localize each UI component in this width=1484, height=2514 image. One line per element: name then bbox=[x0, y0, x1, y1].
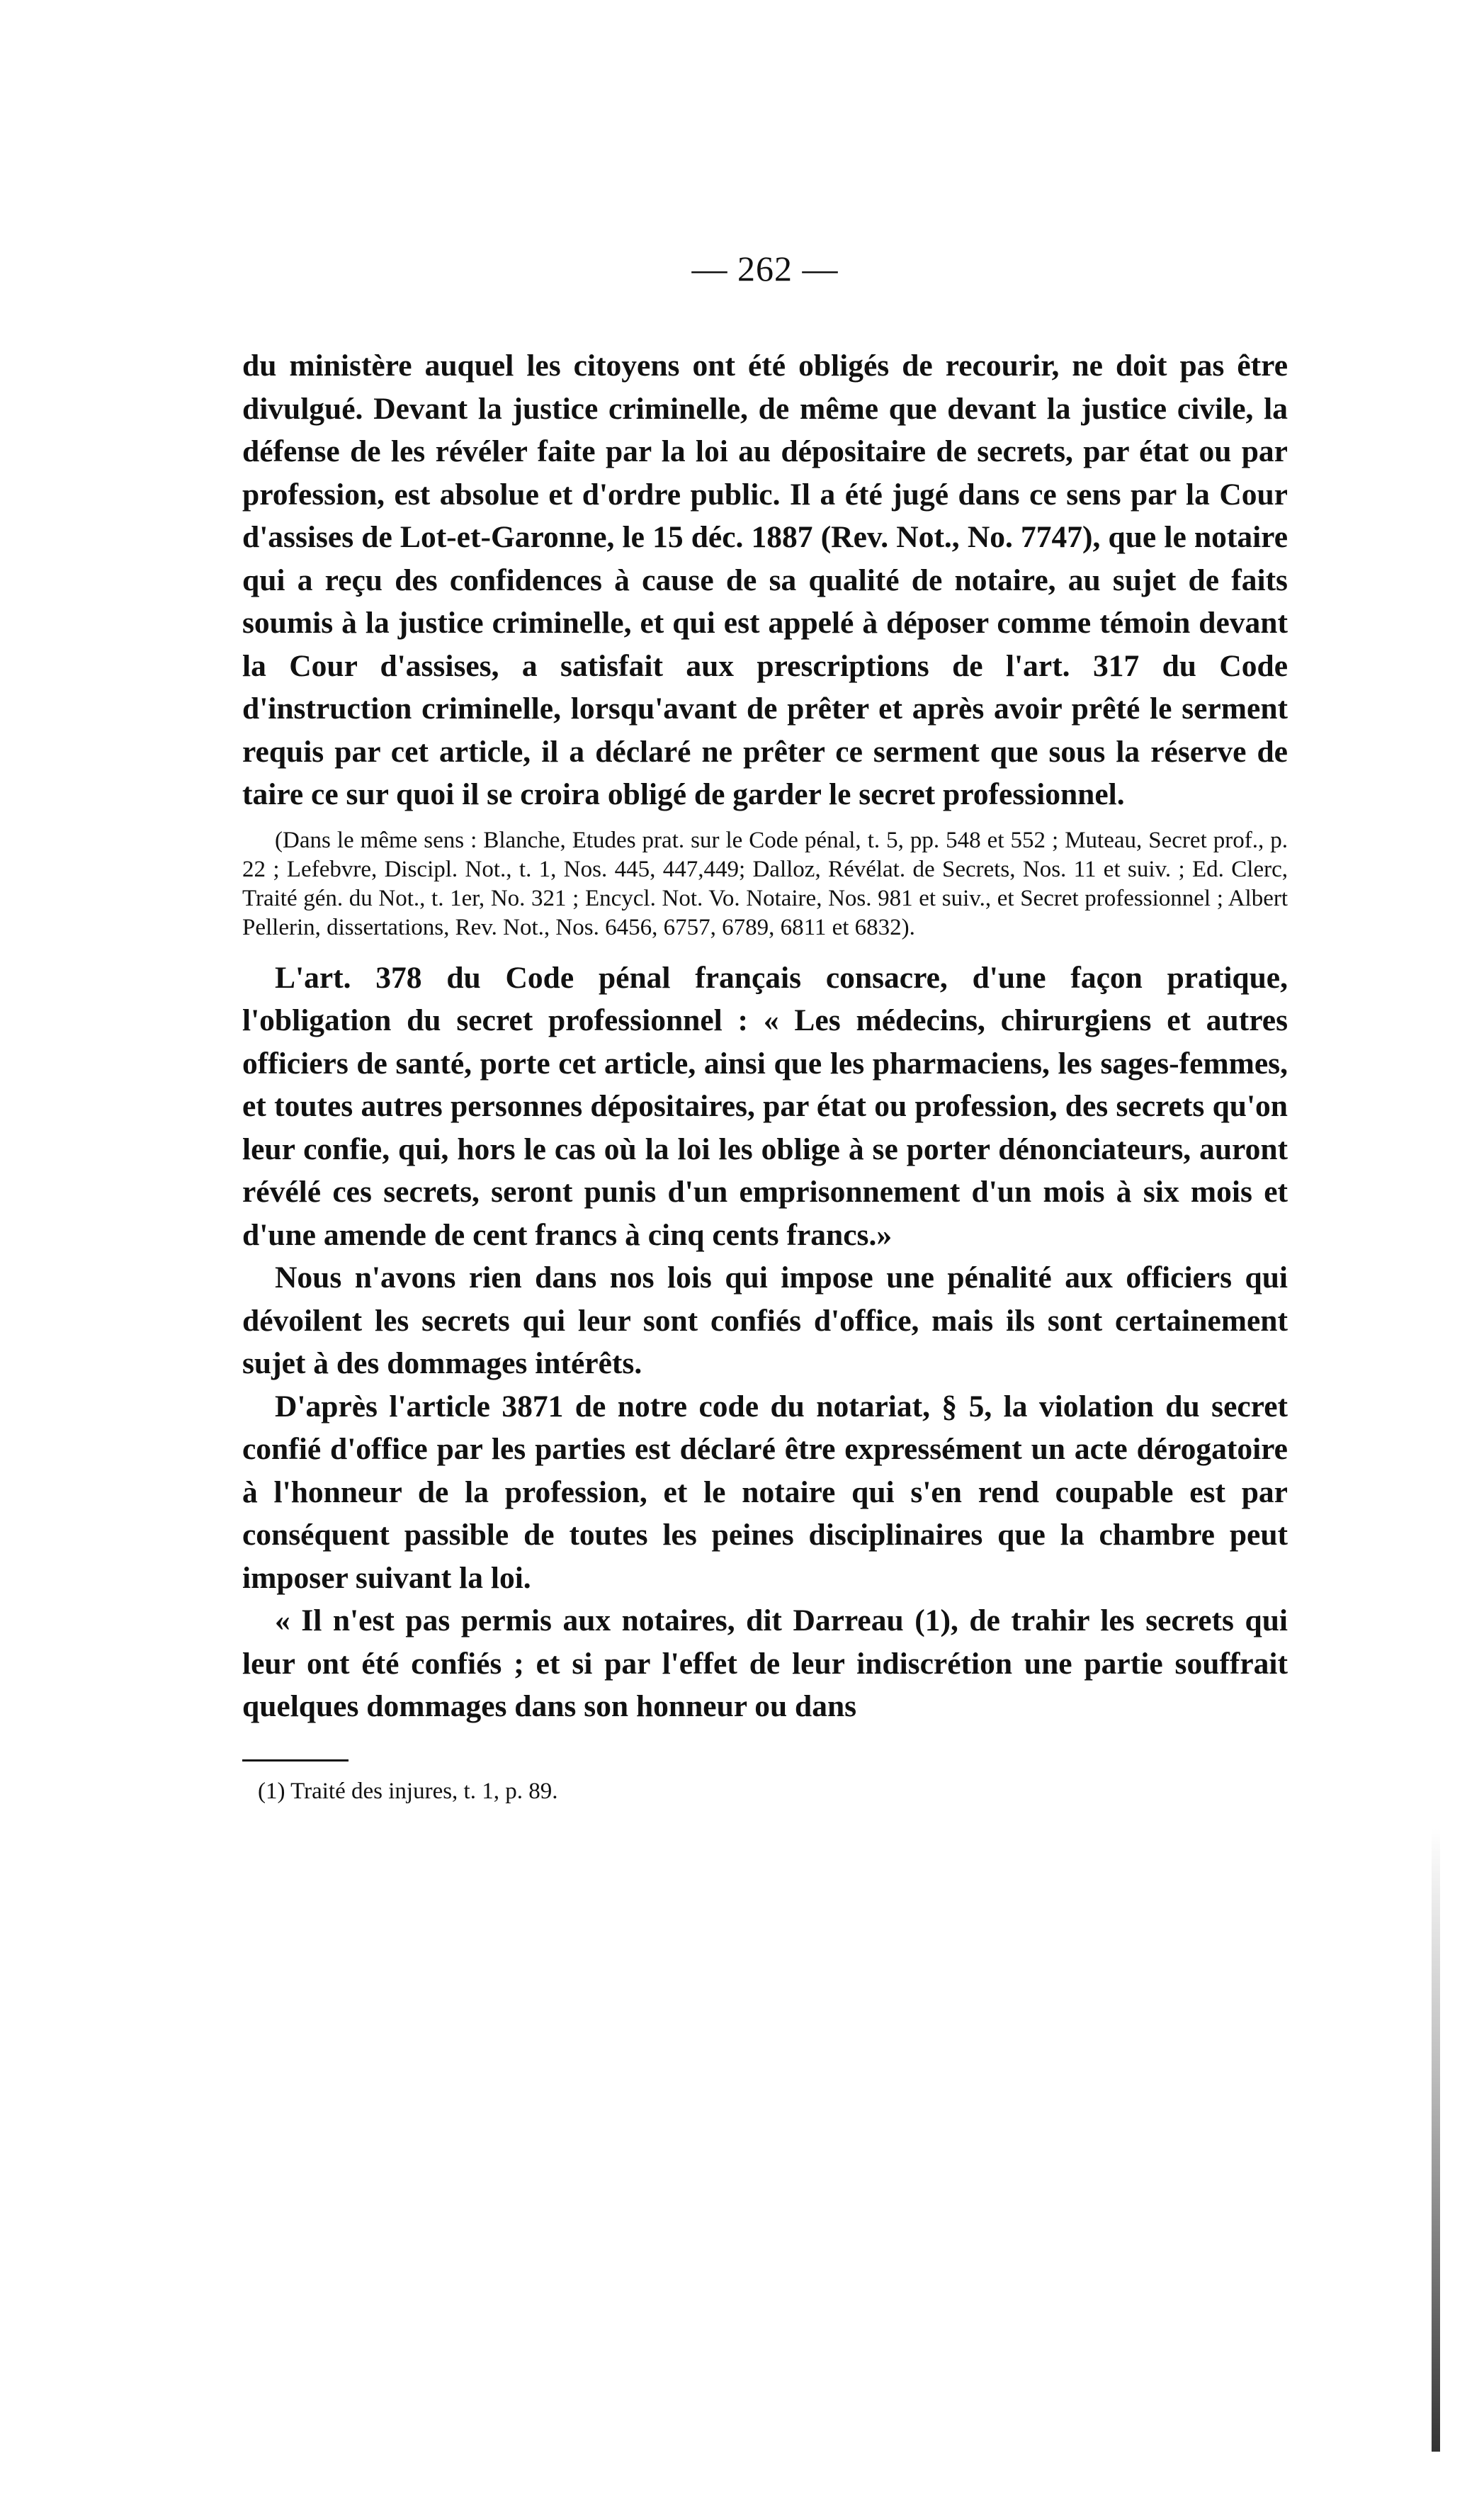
page-number: — 262 — bbox=[691, 249, 839, 288]
paragraph-secret-ministere: du ministère auquel les citoyens ont été obligés de recourir, ne doit pas être divulgué. Devant la justice criminelle, de même que devant la justice civile, la défense de les révéler faite par la loi au dépositaire de secrets, par état ou par profession, est absolue et d'ordre public. Il a été jugé dans ce sens par la Cour d'assises de Lot-et-Garonne, le 15 déc. 1887 (Rev. Not., No. 7747), que le notaire qui a reçu des confidences à cause de sa qualité de notaire, au sujet de faits soumis à la justice criminelle, et qui est appelé à déposer comme témoin devant la Cour d'assises, a satisfait aux prescriptions de l'art. 317 du Code d'instruction criminelle, lorsqu'avant de prêter et après avoir prêté le serment requis par cet article, il a déclaré ne prêter ce serment que sous la réserve de taire ce sur quoi il se croira obligé de garder le secret professionnel. bbox=[242, 349, 1288, 811]
paragraph-article-3871: D'après l'article 3871 de notre code du notariat, § 5, la violation du secret confié d'office par les parties est déclaré être expressément un acte dérogatoire à l'honneur de la profession, et le notaire qui s'en rend coupable est par conséquent passible de toutes les peines disciplinaires que la chambre peut imposer suivant la loi. bbox=[242, 1389, 1288, 1595]
paragraph-nos-lois: Nous n'avons rien dans nos lois qui impose une pénalité aux officiers qui dévoilent les secrets qui leur sont confiés d'office, mais ils sont certainement sujet à des dommages intérêts. bbox=[242, 1261, 1288, 1380]
paragraph-art-378: L'art. 378 du Code pénal français consacre, d'une façon pratique, l'obligation du secret professionnel : « Les médecins, chirurgiens et autres officiers de santé, porte cet article, ainsi que les pharmaciens, les sages-femmes, et toutes autres personnes dépositaires, par état ou profession, des secrets qu'on leur confie, qui, hors le cas où la loi les oblige à se porter dénonciateurs, auront révélé ces secrets, seront punis d'un emprisonnement d'un mois à six mois et d'une amende de cent francs à cinq cents francs.» bbox=[242, 960, 1288, 1252]
paragraph-darreau-quote: « Il n'est pas permis aux notaires, dit Darreau (1), de trahir les secrets qui leur ont été confiés ; et si par l'effet de leur indiscrétion une partie souffrait quelques dommages dans son honneur ou dans bbox=[242, 1603, 1288, 1723]
footnote: (1) Traité des injures, t. 1, p. 89. bbox=[258, 1778, 558, 1804]
citation-note: (Dans le même sens : Blanche, Etudes prat. sur le Code pénal, t. 5, pp. 548 et 552 ; Muteau, Secret prof., p. 22 ; Lefebvre, Discipl. Not., t. 1, Nos. 445, 447,449; Dalloz, Révélat. de Secrets, Nos. 11 et suiv. ; Ed. Clerc, Traité gén. du Not., t. 1er, No. 321 ; Encycl. Not. Vo. Notaire, Nos. 981 et suiv., et Secret professionnel ; Albert Pellerin, dissertations, Rev. Not., Nos. 6456, 6757, 6789, 6811 et 6832). bbox=[242, 827, 1288, 940]
footnote-rule bbox=[242, 1759, 349, 1762]
page-edge-shadow bbox=[1432, 1828, 1440, 2452]
page-content bbox=[242, 248, 1288, 1807]
